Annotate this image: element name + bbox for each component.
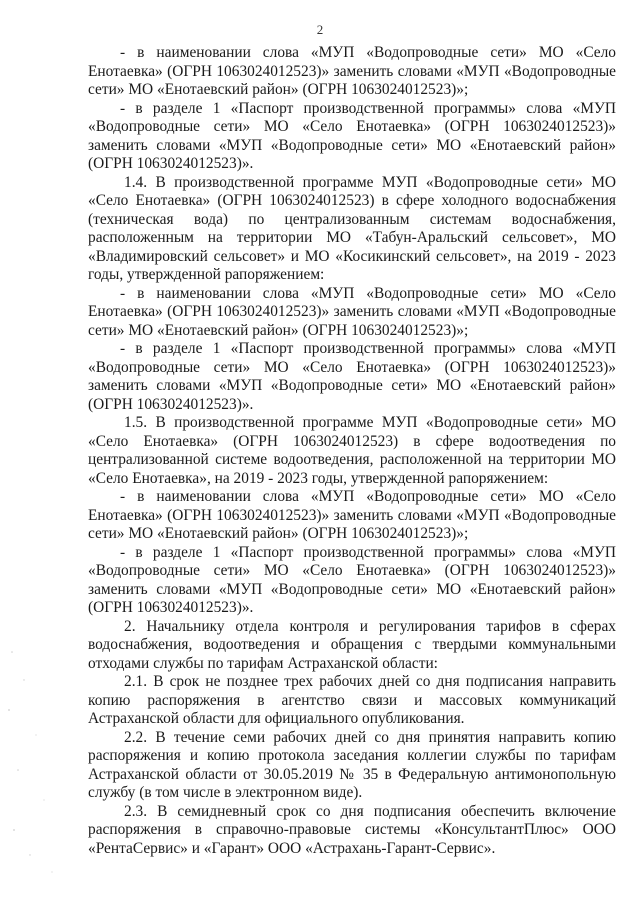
paragraph-1-4-naming: - в наименовании слова «МУП «Водопроводные сети» МО «Село Енотаевка» (ОГРН 1063024012523)» заменить словами «МУП «Водопроводные сети» МО «Енотаевский район» (ОГРН 1063024012523)»; xyxy=(88,284,616,339)
paragraph-1-5: 1.5. В производственной программе МУП «Водопроводные сети» МО «Село Енотаевка» (ОГРН 1063024012523) в сфере водоотведения по централизованной системе водоотведения, расположенной на территории МО «Село Енотаевка», на 2019 - 2023 годы, утвержденной рапоряжением: xyxy=(88,414,616,487)
paragraph-2: 2. Начальнику отдела контроля и регулирования тарифов в сферах водоснабжения, водоотведения и обращения с твердыми коммунальными отходами службы по тарифам Астраханской области: xyxy=(88,617,616,672)
paragraph-1-3-naming: - в наименовании слова «МУП «Водопроводные сети» МО «Село Енотаевка» (ОГРН 1063024012523)» заменить словами «МУП «Водопроводные сети» МО «Енотаевский район» (ОГРН 1063024012523)»; xyxy=(88,44,616,98)
paragraph-2-2: 2.2. В течение семи рабочих дней со дня принятия направить копию распоряжения и копию протокола заседания коллегии службы по тарифам Астраханской области от 30.05.2019 № 35 в Федеральную антимонопольную службу (в том числе в электронном виде). xyxy=(88,728,616,801)
paragraph-1-5-naming: - в наименовании слова «МУП «Водопроводные сети» МО «Село Енотаевка» (ОГРН 1063024012523)» заменить словами «МУП «Водопроводные сети» МО «Енотаевский район» (ОГРН 1063024012523)»; xyxy=(88,488,616,542)
scan-noise-decoration xyxy=(4,640,64,880)
paragraph-1-4-section: - в разделе 1 «Паспорт производственной программы» слова «МУП «Водопроводные сети» МО «Село Енотаевка» (ОГРН 1063024012523)» заменить словами «МУП «Водопроводные сети» МО «Енотаевский район» (ОГРН 1063024012523)». xyxy=(88,340,616,413)
paragraph-2-1: 2.1. В срок не позднее трех рабочих дней со дня подписания направить копию распоряжения в агентство связи и массовых коммуникаций Астраханской области для официального опубликования. xyxy=(88,673,616,727)
document-body xyxy=(88,44,616,858)
paragraph-2-3: 2.3. В семидневный срок со дня подписания обеспечить включение распоряжения в справочно-правовые системы «КонсультантПлюс» ООО «РентаСервис» и «Гарант» ООО «Астрахань-Гарант-Сервис». xyxy=(88,802,616,857)
paragraph-1-4: 1.4. В производственной программе МУП «Водопроводные сети» МО «Село Енотаевка» (ОГРН 1063024012523) в сфере холодного водоснабжения (техническая вода) по централизованным системам водоснабжения, расположенным на территории МО «Табун-Аральский сельсовет», МО «Владимировский сельсовет» и МО «Косикинский сельсовет», на 2019 - 2023 годы, утвержденной рапоряжением: xyxy=(88,173,616,283)
page-number: 2 xyxy=(316,22,324,37)
paragraph-1-5-section: - в разделе 1 «Паспорт производственной программы» слова «МУП «Водопроводные сети» МО «Село Енотаевка» (ОГРН 1063024012523)» заменить словами «МУП «Водопроводные сети» МО «Енотаевский район» (ОГРН 1063024012523)». xyxy=(88,543,616,616)
paragraph-1-3-section: - в разделе 1 «Паспорт производственной программы» слова «МУП «Водопроводные сети» МО «Село Енотаевка» (ОГРН 1063024012523)» заменить словами «МУП «Водопроводные сети» МО «Енотаевский район» (ОГРН 1063024012523)». xyxy=(88,99,616,172)
